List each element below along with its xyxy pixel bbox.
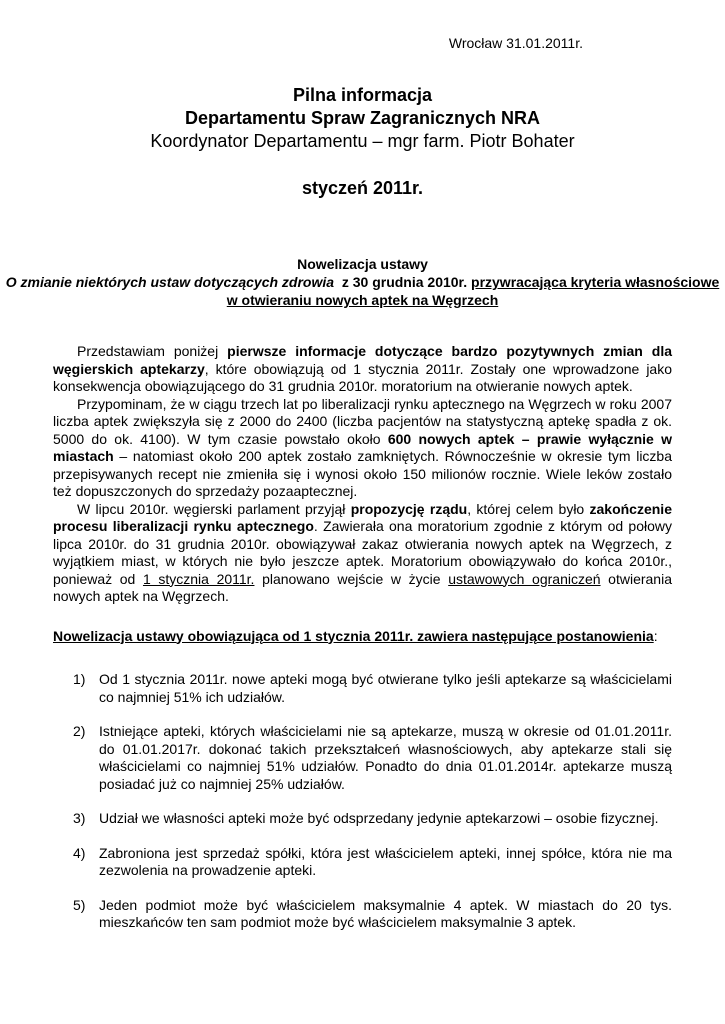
p3-text-2: , której celem było <box>467 500 590 517</box>
subject-italic: O zmianie niektórych ustaw dotyczących zdrowia <box>5 274 335 290</box>
list-item <box>53 810 672 828</box>
list-item-number: 5) <box>73 896 86 913</box>
list-item-text: Od 1 stycznia 2011r. nowe apteki mogą być otwierane tylko jeśli aptekarze są właścicielami co najmniej 51% ich udziałów. <box>99 671 672 705</box>
subject-date: z 30 grudnia 2010r. <box>334 274 472 290</box>
list-item-number: 3) <box>73 810 86 826</box>
p2-text-2: – natomiast około 200 aptek zostało zamkniętych. Równocześnie w okresie tym liczba przepisywanych recept nie zmieniła się i wynosi około 150 milionów rocznie. Wiele leków zostało też dopuszczonych do sprzedaży pozaaptecznej. <box>53 448 672 499</box>
provisions-list <box>53 671 672 932</box>
p1-text-2: , które obowiązują od 1 stycznia 2011r. Zostały one wprowadzone jako konsekwencja obowiązującego do 31 grudnia 2010r. moratorium na otwieranie nowych aptek. <box>53 360 672 394</box>
p3-text-3: . Zawierała ona moratorium zgodnie z którym od połowy lipca 2010r. do 31 grudnia 2010r. obowiązywał zakaz otwierania nowych aptek na Węgrzech, z wyjątkiem miast, w których nie było jeszcze aptek. Moratorium obowiązywało do końca 2010r., ponieważ od <box>53 518 672 587</box>
document-title <box>0 84 725 153</box>
list-item-number: 2) <box>73 723 86 739</box>
p3-underline-1: 1 stycznia 2011r. <box>142 570 255 587</box>
list-item <box>53 845 672 880</box>
subject-block <box>0 255 725 309</box>
list-item-text: Udział we własności apteki może być odsprzedany jedynie aptekarzowi – osobie fizycznej. <box>99 810 659 826</box>
provisions-heading <box>53 628 672 646</box>
paragraph-2 <box>53 396 672 501</box>
list-item-text: Zabroniona jest sprzedaż spółki, która jest właścicielem apteki, innej spółce, która nie ma zezwolenia na prowadzenie apteki. <box>99 844 672 878</box>
subject-line-2 <box>0 273 725 309</box>
provisions-heading-text: Nowelizacja ustawy obowiązująca od 1 stycznia 2011r. zawiera następujące postanowienia <box>53 627 654 644</box>
document-date: Wrocław 31.01.2011r. <box>448 35 583 51</box>
p3-text-1: W lipcu 2010r. węgierski parlament przyjął <box>77 500 351 517</box>
document-body <box>53 343 672 949</box>
p2-bold-1: 600 nowych aptek – prawie wyłącznie w miastach <box>53 430 672 464</box>
p3-text-5: otwierania nowych aptek na Węgrzech. <box>53 570 672 604</box>
list-item <box>53 671 672 706</box>
title-line-3: Koordynator Departamentu – mgr farm. Piotr Bohater <box>150 131 575 151</box>
title-line-1: Pilna informacja <box>292 85 433 105</box>
p1-text-1: Przedstawiam poniżej <box>77 343 228 359</box>
list-item-number: 4) <box>73 844 86 861</box>
provisions-heading-colon: : <box>653 627 658 644</box>
subject-line-1: Nowelizacja ustawy <box>297 256 428 272</box>
p3-bold-1: propozycję rządu <box>350 500 468 517</box>
list-item <box>53 723 672 793</box>
document-month: styczeń 2011r. <box>301 178 424 198</box>
list-item-text: Istniejące apteki, których właścicielami nie są aptekarze, muszą w okresie od 01.01.2011r. do 01.01.2017r. dokonać takich przekształceń własnościowych, aby aptekarze stali się właścicielami co najmniej 51% udziałów. Ponadto do dnia 01.01.2014r. aptekarze muszą posiadać już co najmniej 25% udziałów. <box>99 723 672 792</box>
title-line-2: Departamentu Spraw Zagranicznych NRA <box>184 108 541 128</box>
paragraph-1 <box>53 343 672 396</box>
subject-underlined: przywracająca kryteria własnościowe w otwieraniu nowych aptek na Węgrzech <box>226 274 720 308</box>
p3-bold-2: zakończenie procesu liberalizacji rynku aptecznego <box>53 500 672 534</box>
list-item-number: 1) <box>73 671 86 687</box>
p2-text-1: Przypominam, że w ciągu trzech lat po liberalizacji rynku aptecznego na Węgrzech w roku 2007 liczba aptek zwiększyła się z 2000 do 2400 (liczba pacjentów na statystyczną aptekę spadła z ok. 5000 do ok. 4100). W tym czasie powstało około <box>53 395 672 447</box>
p3-text-4: planowano wejście w życie <box>254 570 449 587</box>
paragraph-3 <box>53 501 672 606</box>
list-item <box>53 897 672 932</box>
p1-bold-1: pierwsze informacje dotyczące bardzo pozytywnych zmian dla węgierskich aptekarzy <box>53 343 673 377</box>
list-item-text: Jeden podmiot może być właścicielem maksymalnie 4 aptek. W miastach do 20 tys. mieszkańców ten sam podmiot może być właścicielem maksymalnie 3 aptek. <box>99 896 672 930</box>
p3-underline-2: ustawowych ograniczeń <box>448 570 601 587</box>
